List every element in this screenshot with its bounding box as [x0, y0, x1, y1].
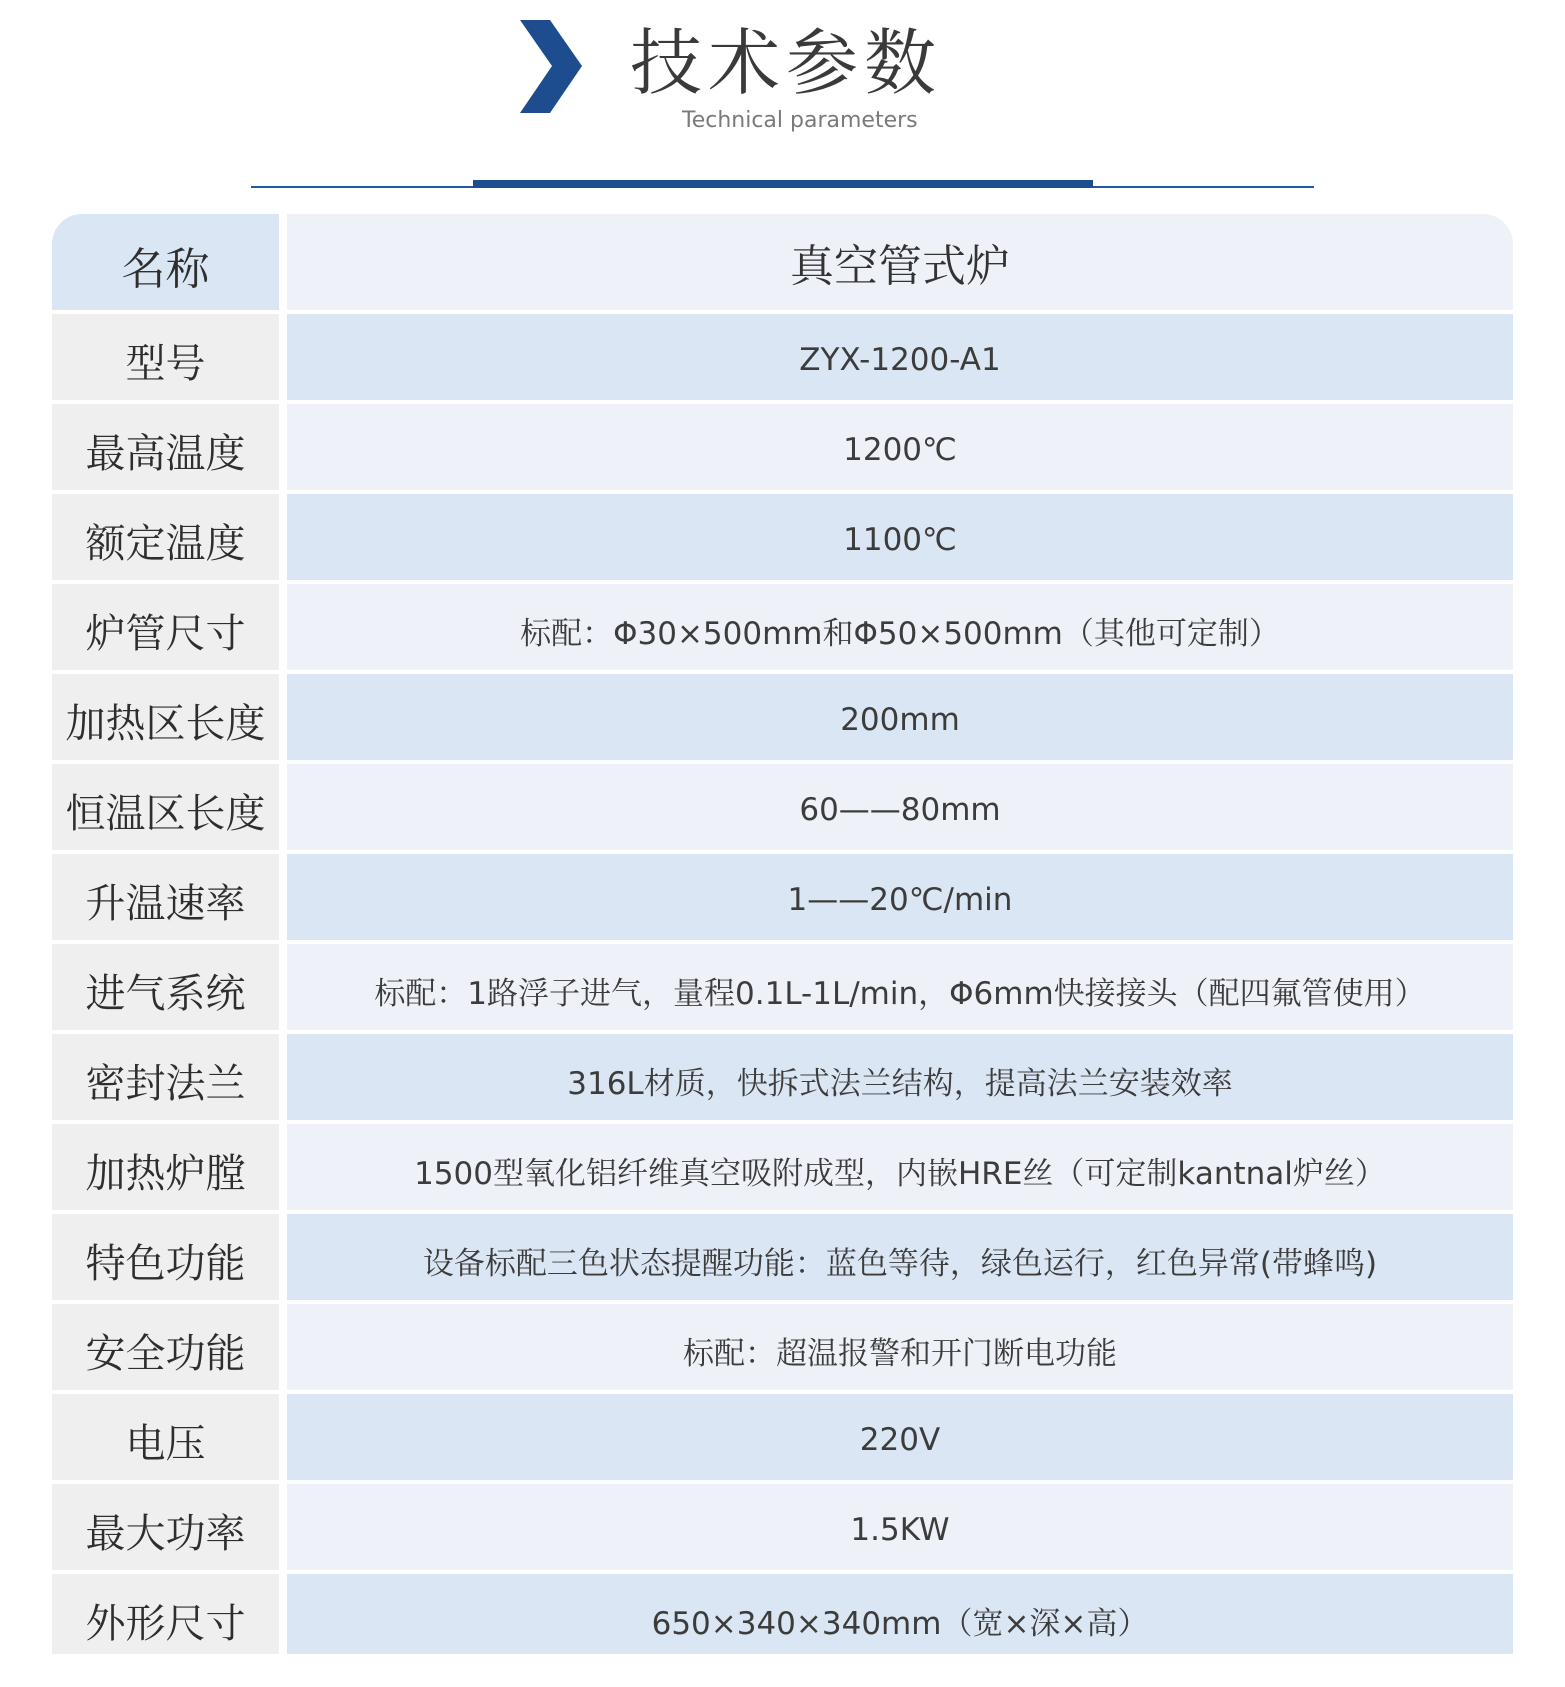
value-cell: 316L材质，快拆式法兰结构，提高法兰安装效率 — [287, 1034, 1513, 1120]
label-text: 特色功能 — [85, 1240, 246, 1287]
label-text: 进气系统 — [85, 970, 246, 1017]
value-cell: 标配：1路浮子进气，量程0.1L-1L/min，Φ6mm快接接头（配四氟管使用） — [287, 944, 1513, 1030]
table-row — [52, 1304, 1513, 1390]
label-cell — [52, 314, 279, 400]
label-cell — [52, 1484, 279, 1570]
table-row — [52, 1574, 1513, 1654]
table-row — [52, 1484, 1513, 1570]
value-cell: ZYX-1200-A1 — [287, 314, 1513, 400]
label-cell — [52, 764, 279, 850]
value-cell: 标配：超温报警和开门断电功能 — [287, 1304, 1513, 1390]
label-cell — [52, 584, 279, 670]
parameters-table — [52, 214, 1513, 1654]
label-text: 额定温度 — [85, 520, 246, 567]
label-text: 恒温区长度 — [65, 790, 266, 837]
value-cell: 1.5KW — [287, 1484, 1513, 1570]
label-text: 外形尺寸 — [85, 1600, 246, 1647]
label-cell — [52, 1394, 279, 1480]
label-cell — [52, 944, 279, 1030]
label-cell — [52, 214, 279, 310]
label-cell — [52, 494, 279, 580]
label-cell — [52, 1304, 279, 1390]
label-cell — [52, 674, 279, 760]
label-text: 加热区长度 — [65, 700, 266, 747]
table-row — [52, 764, 1513, 850]
label-text: 密封法兰 — [85, 1060, 246, 1107]
value-cell: 1100℃ — [287, 494, 1513, 580]
label-cell — [52, 404, 279, 490]
value-cell: 650×340×340mm（宽×深×高） — [287, 1574, 1513, 1654]
table-row — [52, 494, 1513, 580]
table-row — [52, 854, 1513, 940]
value-cell: 真空管式炉 — [287, 214, 1513, 310]
label-text: 炉管尺寸 — [85, 610, 246, 657]
label-text: 型号 — [125, 340, 206, 387]
table-row — [52, 1214, 1513, 1300]
section-header — [0, 0, 1565, 200]
value-cell: 1500型氧化铝纤维真空吸附成型，内嵌HRE丝（可定制kantnal炉丝） — [287, 1124, 1513, 1210]
label-cell — [52, 1574, 279, 1654]
table-header-row — [52, 214, 1513, 310]
label-text: 安全功能 — [85, 1330, 246, 1377]
value-cell: 设备标配三色状态提醒功能：蓝色等待，绿色运行，红色异常(带蜂鸣) — [287, 1214, 1513, 1300]
label-text: 电压 — [125, 1420, 206, 1467]
divider-accent — [473, 180, 1093, 188]
value-cell: 220V — [287, 1394, 1513, 1480]
label-text: 名称 — [121, 244, 210, 295]
page-subtitle: Technical parameters — [682, 108, 918, 133]
chevron-right-icon — [520, 20, 582, 113]
table-row — [52, 1124, 1513, 1210]
label-cell — [52, 1124, 279, 1210]
value-cell: 60——80mm — [287, 764, 1513, 850]
value-cell: 1——20℃/min — [287, 854, 1513, 940]
value-cell: 标配：Φ30×500mm和Φ50×500mm（其他可定制） — [287, 584, 1513, 670]
label-cell — [52, 854, 279, 940]
table-row — [52, 1034, 1513, 1120]
label-text: 加热炉膛 — [85, 1150, 246, 1197]
table-row — [52, 584, 1513, 670]
page-title: 技术参数 — [630, 21, 943, 105]
value-cell: 1200℃ — [287, 404, 1513, 490]
label-text: 最大功率 — [85, 1510, 246, 1557]
value-cell: 200mm — [287, 674, 1513, 760]
label-text: 升温速率 — [85, 880, 246, 927]
table-row — [52, 944, 1513, 1030]
label-cell — [52, 1034, 279, 1120]
table-row — [52, 1394, 1513, 1480]
label-cell — [52, 1214, 279, 1300]
table-row — [52, 674, 1513, 760]
label-text: 最高温度 — [85, 430, 246, 477]
table-row — [52, 404, 1513, 490]
table-row — [52, 314, 1513, 400]
